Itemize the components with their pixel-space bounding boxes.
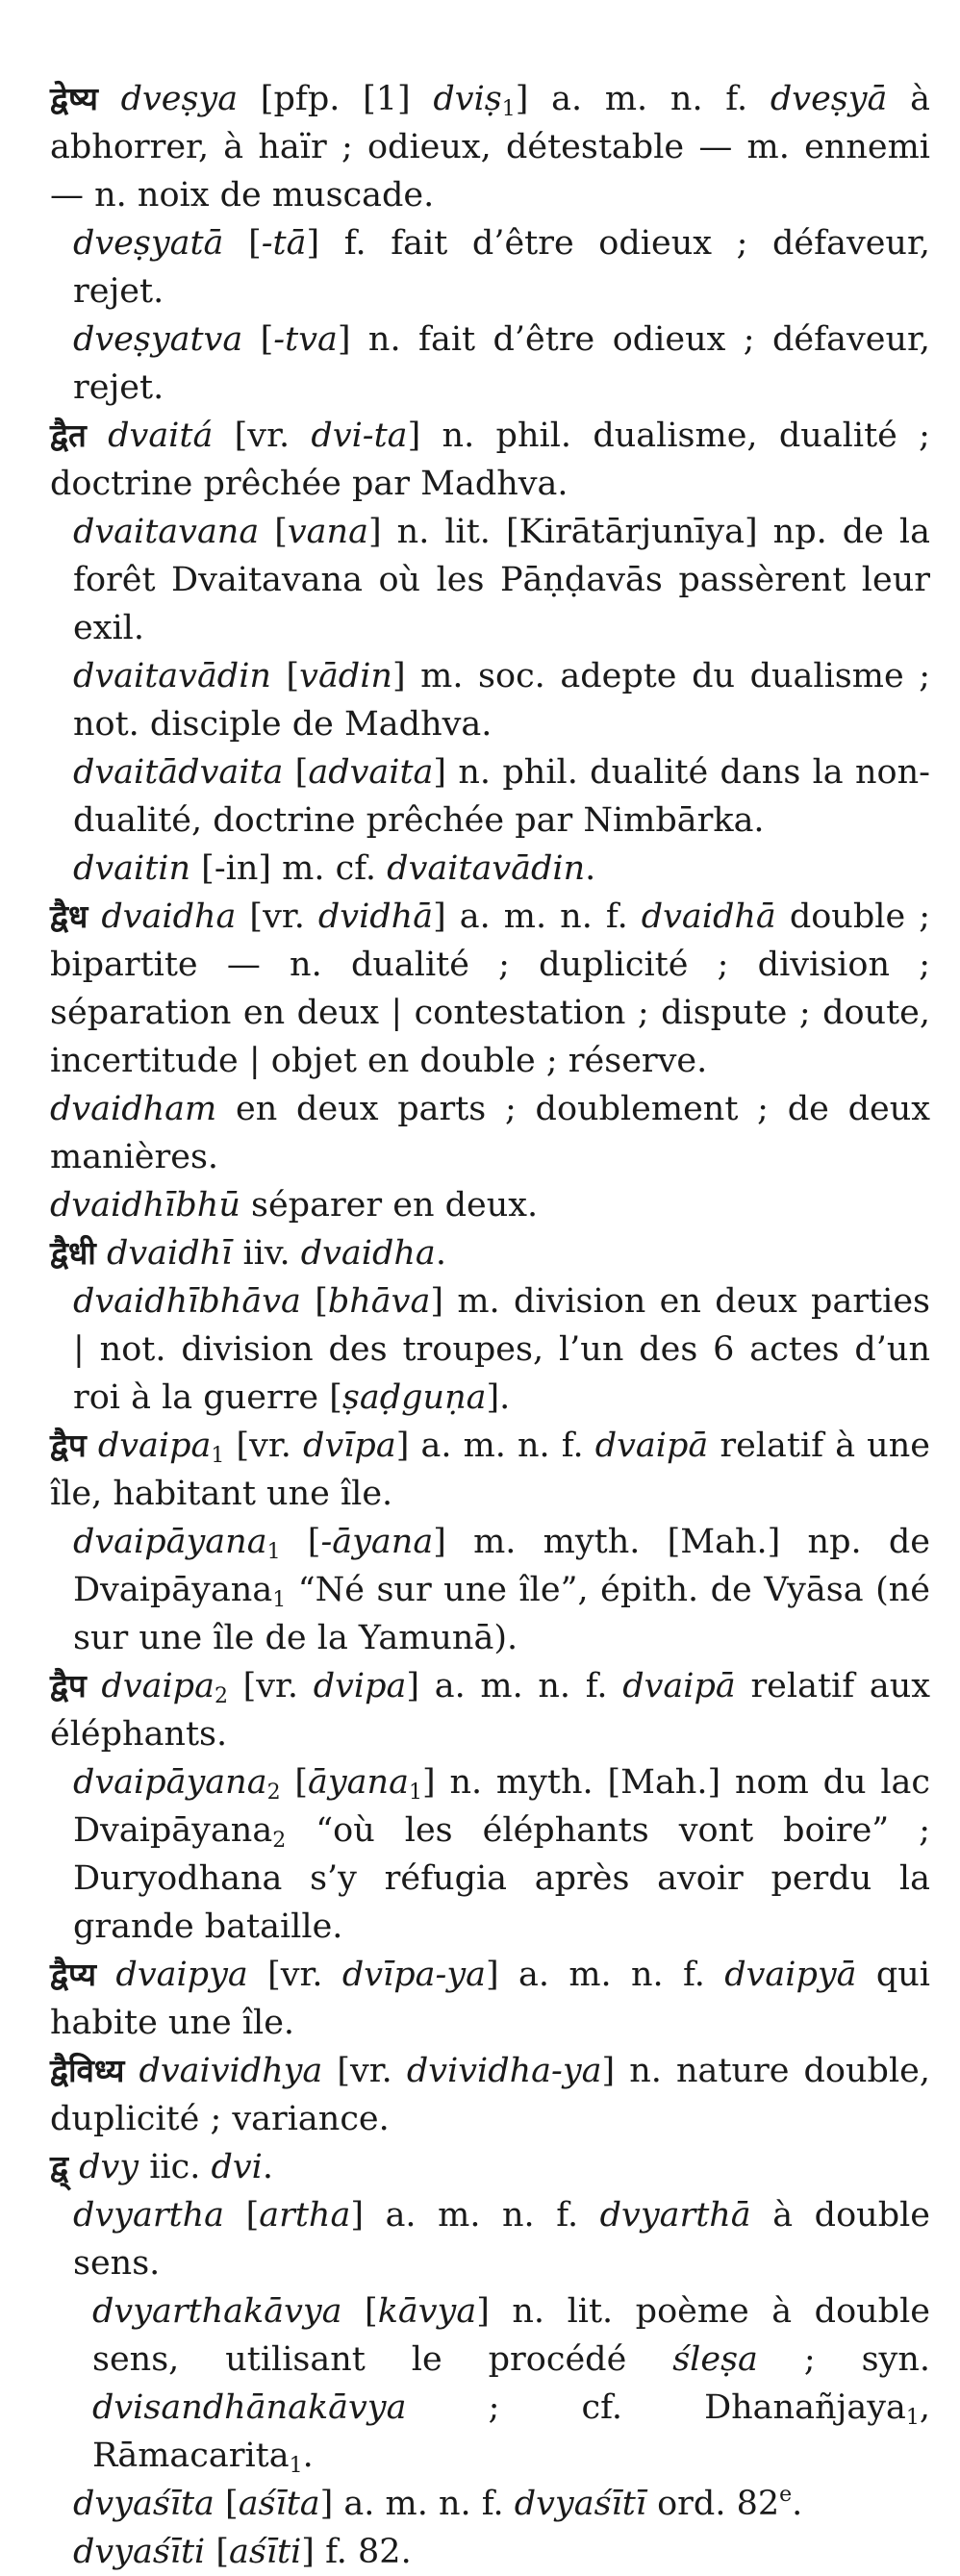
headword: dvaipya bbox=[115, 1956, 248, 1994]
entry-dvaipa-2: द्वैप dvaipa$_2$ [vr. dvipa] a. m. n. f. dvaipā relatif aux éléphants. bbox=[50, 1667, 930, 1754]
headword: dvaitin bbox=[73, 849, 191, 888]
entry-dvaita: द्वैत dvaitá [vr. dvi-ta] n. phil. dualisme, dualité ; doctrine prêchée par Madhva. bbox=[50, 417, 930, 503]
devanagari-headword: द्वैत bbox=[50, 417, 87, 454]
entry-dvyartha: dvyartha [artha] a. m. n. f. dvyarthā à double sens. bbox=[73, 2196, 931, 2283]
entry-dvaidham: dvaidham en deux parts ; doublement ; de deux manières. bbox=[50, 1090, 930, 1176]
headword: dvaidha bbox=[101, 897, 237, 936]
entry-dvaipayana-1: dvaipāyana$_1$ [-āyana] m. myth. [Mah.] np. de Dvaipāyana$_1$ “Né sur une île”, épith. de Vyāsa (né sur une île de la Yamunā). bbox=[73, 1523, 930, 1657]
headword: dvaipa bbox=[97, 1427, 212, 1465]
headword: dvaidham bbox=[50, 1090, 217, 1128]
entry-dvy: द्व् dvy iic. dvi. bbox=[50, 2148, 273, 2186]
headword: dvy bbox=[79, 2148, 139, 2186]
headword: dvyarthakāvya bbox=[92, 2292, 342, 2331]
entry-dvaitadvaita: dvaitādvaita [advaita] n. phil. dualité dans la non-dualité, doctrine prêchée par Nimbārka. bbox=[73, 753, 930, 840]
entry-dvaipya: द्वैप्य dvaipya [vr. dvīpa-ya] a. m. n. f. dvaipyā qui habite une île. bbox=[50, 1956, 930, 2042]
entry-dvaipayana-2: dvaipāyana$_2$ [āyana$_1$] n. myth. [Mah.] nom du lac Dvaipāyana$_2$ “où les éléphants vont boire” ; Duryodhana s’y réfugia après avoir perdu la grande bataille. bbox=[73, 1763, 931, 1946]
entry-dvyasiti: dvyaśīti [aśīti] f. 82. bbox=[73, 2533, 412, 2571]
headword: dveṣyatva bbox=[73, 320, 243, 359]
headword: dvyartha bbox=[73, 2196, 225, 2235]
devanagari-headword: द्वैध bbox=[50, 897, 88, 935]
headword: dvaipāyana bbox=[73, 1763, 267, 1802]
headword: dvaidhībhū bbox=[50, 1186, 240, 1225]
entry-dvesya: द्वेष्य dveṣya [pfp. [1] dviṣ$_1$] a. m. n. f. dveṣyā à abhorrer, à haïr ; odieux, détestable — m. ennemi — n. noix de muscade. bbox=[50, 80, 930, 215]
entry-dvaidha: द्वैध dvaidha [vr. dvidhā] a. m. n. f. dvaidhā double ; bipartite — n. dualité ; duplicité ; division ; séparation en deux | contestation ; dispute ; doute, incertitude | objet en double ; réserve. bbox=[50, 897, 930, 1080]
headword: dvaividhya bbox=[139, 2052, 323, 2090]
devanagari-headword: द्वैधी bbox=[50, 1234, 96, 1272]
headword: dveṣya bbox=[120, 80, 239, 118]
devanagari-headword: द्वैप bbox=[50, 1427, 87, 1464]
entry-dvaitavana: dvaitavana [vana] n. lit. [Kirātārjunīya] np. de la forêt Dvaitavana où les Pāṇḍavās passèrent leur exil. bbox=[73, 513, 930, 647]
headword: dvaitādvaita bbox=[73, 753, 284, 792]
headword: dvaidhī bbox=[106, 1234, 233, 1273]
entry-dvaidhi: द्वैधी dvaidhī iiv. dvaidha. bbox=[50, 1234, 446, 1273]
headword: dvaitavādin bbox=[73, 657, 271, 695]
entry-dvyasita: dvyaśīta [aśīta] a. m. n. f. dvyaśītī ord. 82e. bbox=[73, 2483, 803, 2523]
entry-dvesyatva: dveṣyatva [-tva] n. fait d’être odieux ; défaveur, rejet. bbox=[73, 320, 931, 407]
devanagari-headword: द्वैप्य bbox=[50, 1956, 97, 1993]
entry-dvaipa-1: द्वैप dvaipa$_1$ [vr. dvīpa] a. m. n. f. dvaipā relatif à une île, habitant une île. bbox=[50, 1427, 930, 1513]
entry-dvaitin: dvaitin [-in] m. cf. dvaitavādin. bbox=[73, 849, 596, 888]
entry-dvaidhibhu: dvaidhībhū séparer en deux. bbox=[50, 1186, 539, 1225]
entry-dvaividhya: द्वैविध्य dvaividhya [vr. dvividha-ya] n. nature double, duplicité ; variance. bbox=[50, 2052, 930, 2138]
entry-dvaitavadin: dvaitavādin [vādin] m. soc. adepte du dualisme ; not. disciple de Madhva. bbox=[73, 657, 931, 744]
headword: dvaitá bbox=[108, 417, 214, 455]
devanagari-headword: द्वैप bbox=[50, 1667, 87, 1705]
headword: dvaitavana bbox=[73, 513, 260, 551]
entry-dvaidhibhava: dvaidhībhāva [bhāva] m. division en deux parties | not. division des troupes, l’un des 6 actes d’un roi à la guerre [ṣaḍguṇa]. bbox=[73, 1282, 930, 1417]
headword: dvyaśīta bbox=[73, 2485, 215, 2523]
entry-dvyarthakavya: dvyarthakāvya [kāvya] n. lit. poème à double sens, utilisant le procédé śleṣa ; syn. dvisandhānakāvya ; cf. Dhanañjaya$_1$, Rāmacarita$_1$. bbox=[92, 2292, 930, 2478]
headword: dvaipa bbox=[101, 1667, 215, 1705]
devanagari-headword: द्वैविध्य bbox=[50, 2052, 125, 2089]
headword: dvaidhībhāva bbox=[73, 1282, 301, 1321]
dictionary-page bbox=[50, 75, 930, 2576]
devanagari-headword: द्व् bbox=[50, 2148, 68, 2185]
headword: dvyaśīti bbox=[73, 2533, 206, 2571]
entry-dvesyata: dveṣyatā [-tā] f. fait d’être odieux ; défaveur, rejet. bbox=[73, 224, 930, 311]
devanagari-headword: द्वेष्य bbox=[50, 80, 98, 117]
headword: dvaipāyana bbox=[73, 1523, 267, 1561]
headword: dveṣyatā bbox=[73, 224, 224, 263]
